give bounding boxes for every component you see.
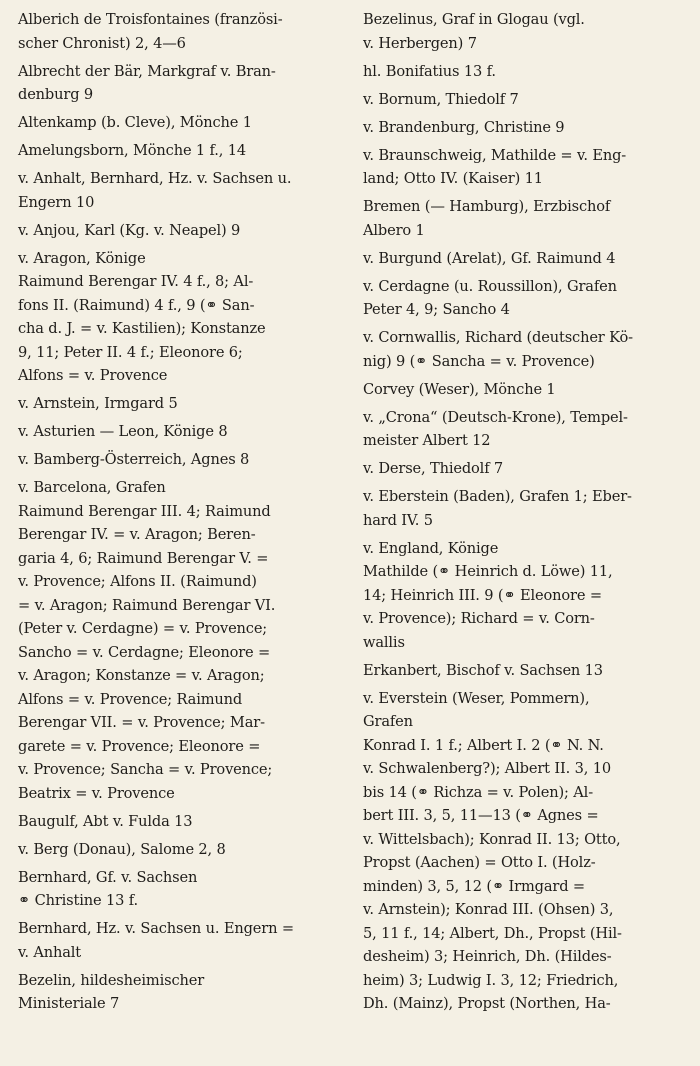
index-entry-line: v. Schwalenberg?); Albert II. 3, 10 (363, 760, 611, 777)
index-entry (18, 866, 340, 913)
index-entry-line: desheim) 3; Heinrich, Dh. (Hildes- (363, 948, 612, 965)
index-entry-line: Bernhard, Gf. v. Sachsen (18, 868, 198, 886)
index-entry-line: Berengar IV. = v. Aragon; Beren- (18, 526, 256, 543)
index-entry (363, 8, 685, 55)
index-entry (18, 219, 340, 243)
index-entry-line: v. Asturien — Leon, Könige 8 (18, 423, 228, 440)
index-entry (18, 969, 340, 1016)
index-entry-line: Bremen (— Hamburg), Erzbischof (363, 198, 611, 215)
index-entry-line: v. Arnstein, Irmgard 5 (18, 395, 178, 412)
index-entry-line: v. England, Könige (363, 539, 499, 557)
index-entry-line: garete = v. Provence; Eleonore = (18, 737, 261, 755)
index-entry-line: v. Derse, Thiedolf 7 (363, 460, 504, 477)
index-entry (18, 838, 340, 862)
index-entry-line: Berengar VII. = v. Provence; Mar- (18, 714, 265, 731)
index-entry-line: minden) 3, 5, 12 (⚭ Irmgard = (363, 877, 585, 895)
index-entry-line: Alberich de Troisfontaines (französi- (18, 11, 283, 28)
index-entry-line: v. Braunschweig, Mathilde = v. Eng- (363, 146, 627, 164)
index-entry-line: land; Otto IV. (Kaiser) 11 (363, 170, 543, 187)
index-entry (18, 60, 340, 107)
index-entry (18, 420, 340, 444)
index-entry-line: Bezelinus, Graf in Glogau (vgl. (363, 11, 585, 28)
index-entry (363, 195, 685, 242)
index-entry-line: = v. Aragon; Raimund Berengar VI. (18, 596, 276, 614)
index-entry-line: Grafen (363, 713, 413, 730)
index-entry-line: Amelungsborn, Mönche 1 f., 14 (18, 142, 247, 159)
index-entry-line: garia 4, 6; Raimund Berengar V. = (18, 549, 269, 567)
index-entry (363, 457, 685, 481)
index-entry-line: v. Anhalt, Bernhard, Hz. v. Sachsen u. (18, 170, 292, 187)
index-entry-line: v. Burgund (Arelat), Gf. Raimund 4 (363, 249, 616, 267)
index-entry-line: hl. Bonifatius 13 f. (363, 62, 496, 80)
index-entry (363, 485, 685, 532)
index-entry-line: Bezelin, hildesheimischer (18, 971, 205, 989)
index-entry-line: v. Wittelsbach); Konrad II. 13; Otto, (363, 830, 621, 848)
index-entry-line: bert III. 3, 5, 11—13 (⚭ Agnes = (363, 807, 599, 824)
index-entry (18, 448, 340, 472)
index-entry-line: v. Cerdagne (u. Roussillon), Grafen (363, 277, 617, 295)
index-entry (363, 60, 685, 84)
index-entry-line: hard IV. 5 (363, 511, 433, 529)
index-entry-line: v. Aragon; Konstanze = v. Aragon; (18, 667, 265, 684)
index-entry-line: v. Bornum, Thiedolf 7 (363, 90, 519, 108)
index-entry-line: 14; Heinrich III. 9 (⚭ Eleonore = (363, 586, 602, 604)
index-entry (363, 378, 685, 402)
index-entry-line: Baugulf, Abt v. Fulda 13 (18, 812, 193, 830)
index-entry-line: Altenkamp (b. Cleve), Mönche 1 (18, 114, 252, 131)
index-entry-line: meister Albert 12 (363, 432, 491, 449)
index-entry-line: v. Aragon, Könige (18, 249, 146, 267)
index-entry-line: denburg 9 (18, 86, 94, 103)
index-entry-line: Corvey (Weser), Mönche 1 (363, 380, 556, 398)
index-entry-line: wallis (363, 633, 405, 651)
index-entry (363, 144, 685, 191)
index-entry (18, 247, 340, 388)
index-column-right (363, 8, 685, 1020)
index-entry-line: fons II. (Raimund) 4 f., 9 (⚭ San- (18, 296, 255, 314)
index-entry (363, 275, 685, 322)
index-entry-line: v. Provence; Alfons II. (Raimund) (18, 573, 257, 590)
index-entry-line: 5, 11 f., 14; Albert, Dh., Propst (Hil- (363, 924, 622, 942)
index-entry-line: scher Chronist) 2, 4—6 (18, 34, 186, 52)
index-entry (363, 659, 685, 683)
index-entry-line: Erkanbert, Bischof v. Sachsen 13 (363, 661, 603, 679)
index-entry-line: Albero 1 (363, 221, 425, 239)
index-entry-line: Ministeriale 7 (18, 995, 120, 1012)
index-entry-line: v. Everstein (Weser, Pommern), (363, 689, 590, 707)
index-entry (363, 326, 685, 373)
index-entry (363, 537, 685, 655)
index-entry-line: Konrad I. 1 f.; Albert I. 2 (⚭ N. N. (363, 736, 604, 754)
index-entry-line: v. Berg (Donau), Salome 2, 8 (18, 840, 226, 858)
index-entry-line: Raimund Berengar IV. 4 f., 8; Al- (18, 273, 254, 290)
index-entry-line: Bernhard, Hz. v. Sachsen u. Engern = (18, 920, 294, 937)
index-entry-line: v. Herbergen) 7 (363, 34, 477, 52)
index-entry-line: ⚭ Christine 13 f. (18, 892, 138, 909)
index-entry-line: Beatrix = v. Provence (18, 784, 175, 802)
index-entry-line: Albrecht der Bär, Markgraf v. Bran- (18, 62, 276, 80)
index-entry-line: Propst (Aachen) = Otto I. (Holz- (363, 854, 596, 871)
index-entry-line: v. Provence); Richard = v. Corn- (363, 610, 595, 627)
index-entry-line: Alfons = v. Provence; Raimund (18, 690, 243, 708)
index-entry (363, 88, 685, 112)
index-column-left (18, 8, 340, 1020)
index-entry-line: v. Anjou, Karl (Kg. v. Neapel) 9 (18, 221, 241, 239)
index-entry-line: cha d. J. = v. Kastilien); Konstanze (18, 320, 266, 337)
index-entry-line: 9, 11; Peter II. 4 f.; Eleonore 6; (18, 343, 243, 361)
index-entry (363, 247, 685, 271)
index-entry-line: v. Arnstein); Konrad III. (Ohsen) 3, (363, 901, 614, 918)
index-entry (363, 687, 685, 1016)
index-entry-line: Mathilde (⚭ Heinrich d. Löwe) 11, (363, 563, 613, 580)
index-entry-line: Engern 10 (18, 193, 95, 211)
index-entry (18, 111, 340, 135)
index-entry-line: v. „Crona“ (Deutsch-Krone), Tempel- (363, 408, 628, 426)
index-entry (363, 116, 685, 140)
index-entry (18, 392, 340, 416)
index-entry-line: v. Anhalt (18, 943, 82, 961)
index-entry (18, 810, 340, 834)
index-entry (18, 8, 340, 55)
index-entry-line: Dh. (Mainz), Propst (Northen, Ha- (363, 995, 611, 1012)
index-entry (18, 476, 340, 805)
index-entry-line: heim) 3; Ludwig I. 3, 12; Friedrich, (363, 971, 619, 989)
index-entry (18, 917, 340, 964)
index-entry-line: Alfons = v. Provence (18, 367, 168, 384)
index-entry-line: v. Cornwallis, Richard (deutscher Kö- (363, 329, 633, 346)
index-entry-line: v. Barcelona, Grafen (18, 479, 166, 496)
index-entry-line: nig) 9 (⚭ Sancha = v. Provence) (363, 352, 595, 370)
index-entry-line: Sancho = v. Cerdagne; Eleonore = (18, 643, 271, 661)
index-entry (18, 139, 340, 163)
index-entry-line: v. Bamberg-Österreich, Agnes 8 (18, 451, 250, 468)
index-entry-line: v. Provence; Sancha = v. Provence; (18, 761, 273, 778)
index-entry-line: v. Brandenburg, Christine 9 (363, 118, 565, 136)
index-entry (363, 406, 685, 453)
index-entry-line: v. Eberstein (Baden), Grafen 1; Eber- (363, 488, 632, 505)
index-entry-line: (Peter v. Cerdagne) = v. Provence; (18, 620, 268, 637)
index-entry (18, 167, 340, 214)
index-entry-line: Peter 4, 9; Sancho 4 (363, 301, 510, 318)
index-entry-line: Raimund Berengar III. 4; Raimund (18, 502, 271, 520)
index-entry-line: bis 14 (⚭ Richza = v. Polen); Al- (363, 783, 593, 801)
